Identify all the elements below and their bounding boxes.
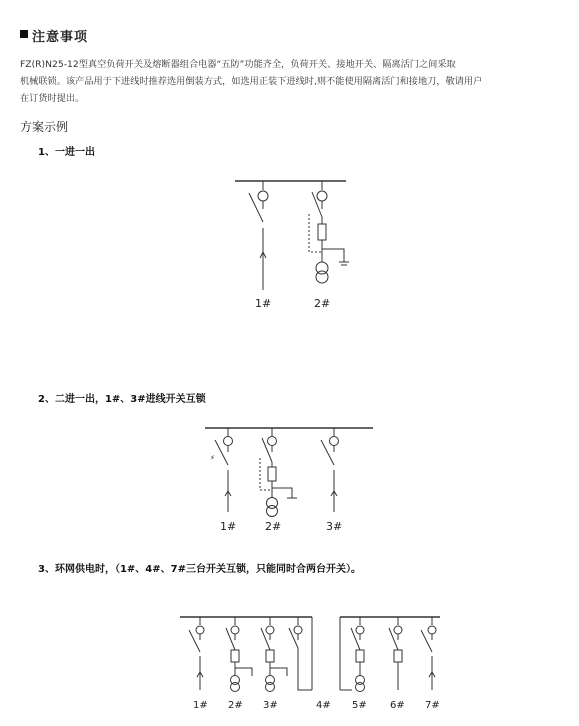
notice-line-2: 机械联锁。该产品用于下进线时推荐选用倒装方式，如选用正装下进线时,则不能使用隔离活门和接地刀，敬请用户 (20, 76, 483, 87)
d2-unit-label: 3# (326, 520, 343, 533)
svg-text:⚡: ⚡ (210, 454, 215, 462)
example-1-label: 1、一进一出 (38, 147, 95, 158)
example-3-label: 3、环网供电时，（1#、4#、7#三台开关互锁，只能同时合两台开关）。 (38, 564, 361, 575)
d2-unit-label: 2# (265, 520, 282, 533)
diagram-3 (180, 617, 440, 692)
example-2-label: 2、二进一出，1#、3#进线开关互锁 (38, 394, 206, 405)
d2-unit-label: 1# (220, 520, 237, 533)
d1-unit-label: 2# (314, 297, 331, 310)
notice-line-3: 在订货时提出。 (20, 93, 85, 104)
d3-unit-label: 1# (193, 700, 208, 711)
notice-line-1: FZ(R)N25-12型真空负荷开关及熔断器组合电器“五防”功能齐全，负荷开关、接地开关、隔离活门之间采取 (20, 59, 456, 70)
diagram-2 (205, 428, 373, 517)
d3-unit-label: 5# (352, 700, 367, 711)
section-title: 方案示例 (20, 120, 69, 134)
d3-unit-label: 4# (316, 700, 331, 711)
d3-unit-label: 3# (263, 700, 278, 711)
page-title: 注意事项 (32, 30, 89, 45)
d3-unit-label: 2# (228, 700, 243, 711)
d3-unit-label: 7# (425, 700, 440, 711)
d1-unit-label: 1# (255, 297, 272, 310)
d3-unit-label: 6# (390, 700, 405, 711)
diagram-1 (235, 181, 349, 290)
